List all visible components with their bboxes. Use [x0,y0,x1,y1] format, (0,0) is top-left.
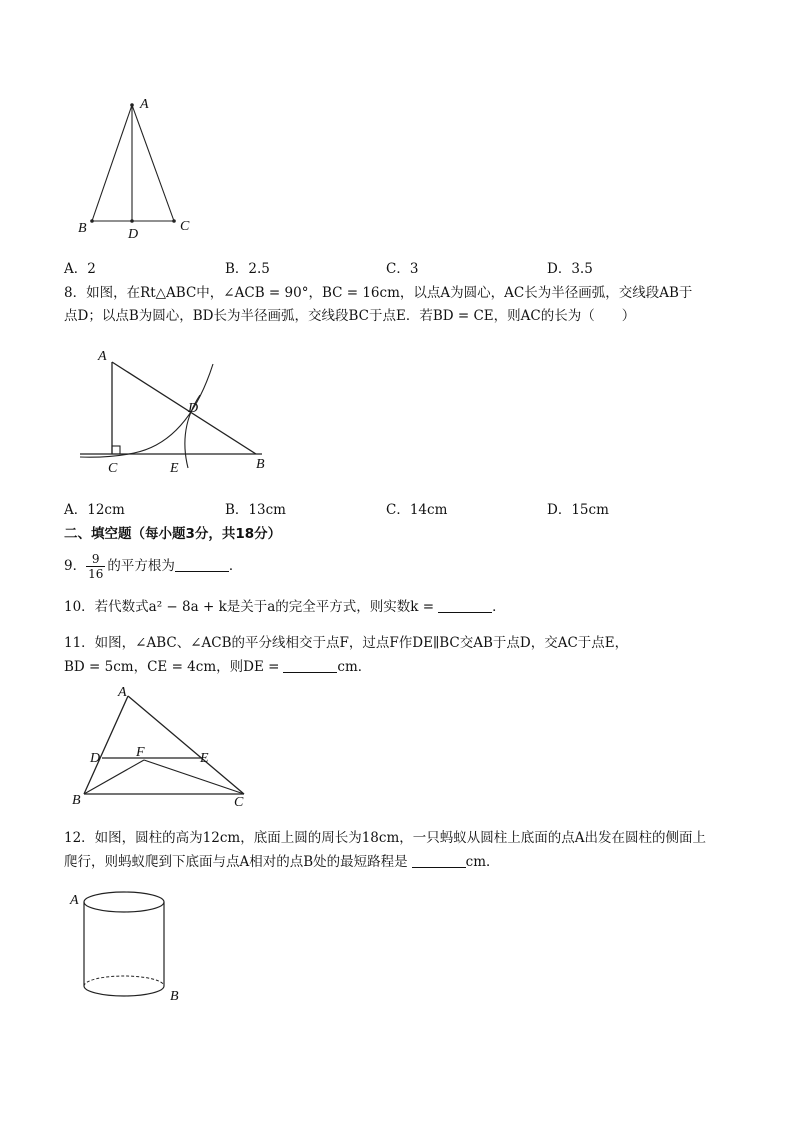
q9-answer-blank[interactable] [175,557,229,572]
q8-side-ab [112,362,256,454]
q12-cylinder-figure [64,882,194,1012]
q11-text-line1: 11．如图，∠ABC、∠ACB的平分线相交于点F，过点F作DE∥BC交AB于点D，交AC于点E， [64,635,629,651]
q12-text-line2: 爬行，则蚂蚁爬到下底面与点A相对的点B处的最短路程是 [64,854,408,870]
q9-end: ． [228,558,243,574]
q7-options [64,257,724,277]
q11-label-f: F [136,745,145,760]
q11-unit: cm． [337,659,372,675]
q8-right-angle-mark [112,446,120,454]
q9-line [64,548,242,584]
q10-line [64,597,506,617]
q11-label-a: A [118,685,127,700]
q8-text-line2: 点D；以点B为圆心，BD长为半径画弧，交线段BC于点E．若BD = CE，则AC的长为（ ） [64,308,636,324]
q7-option-c[interactable]: C．3 [386,261,419,277]
q7-point-c [172,219,176,223]
q8-label-e: E [170,461,179,476]
q8-text-line1: 8．如图，在Rt△ABC中，∠ACB = 90°，BC = 16cm，以点A为圆心，AC长为半径画弧，交线段AB于 [64,285,693,301]
q11-label-b: B [72,793,81,808]
q8-label-c: C [108,461,118,476]
q8-option-a[interactable]: A．12cm [64,502,125,518]
q12-answer-blank[interactable] [412,853,466,868]
q10-end: ． [492,599,506,615]
q7-triangle-figure [60,90,210,240]
q11-label-e: E [200,751,209,766]
q12-line2 [64,852,500,872]
q7-point-d [130,219,134,223]
q8-option-d[interactable]: D．15cm [547,502,609,518]
q8-option-c[interactable]: C．14cm [386,502,448,518]
q8-triangle-arcs-figure [70,340,280,480]
q11-label-d: D [90,751,101,766]
q8-label-b: B [256,457,265,472]
q7-label-b: B [78,221,87,236]
q11-answer-blank[interactable] [283,658,337,673]
q8-label-d: D [188,401,199,416]
q11-bisector-cf [144,760,244,794]
q7-side-ab [92,105,132,221]
q12-text-line1: 12．如图，圆柱的高为12cm，底面上圆的周长为18cm，一只蚂蚁从圆柱上底面的点A出发在圆柱的侧面上 [64,830,707,846]
q11-label-c: C [234,795,244,810]
q10-answer-blank[interactable] [438,598,492,613]
q7-label-c: C [180,219,190,234]
q11-line2 [64,657,371,677]
q11-side-ac [128,696,244,794]
q12-bottom-back-arc [84,976,164,986]
q9-number: 9． [64,558,87,574]
q12-unit: cm． [465,854,500,870]
q12-label-b: B [170,989,179,1004]
q7-side-ac [132,105,174,221]
q9-denominator: 16 [88,567,104,581]
q8-option-b[interactable]: B．13cm [225,502,286,518]
q10-text: 10．若代数式a² − 8a + k是关于a的完全平方式，则实数k = [64,599,435,615]
q12-top-ellipse [84,892,164,912]
q11-text-line2: BD = 5cm，CE = 4cm，则DE = [64,659,280,675]
q12-label-a: A [70,893,79,908]
q12-bottom-front-arc [84,986,164,996]
q9-fraction [86,552,105,581]
q7-option-d[interactable]: D．3.5 [547,261,593,277]
q11-triangle-bisector-figure [64,682,260,814]
section-title-fill-in: 二、填空题（每小题3分，共18分） [64,526,282,542]
q8-options [64,498,724,518]
q7-option-b[interactable]: B．2.5 [225,261,270,277]
q9-text: 的平方根为 [107,558,175,574]
q9-numerator: 9 [86,552,105,567]
q7-option-a[interactable]: A．2 [64,261,96,277]
q8-label-a: A [98,349,107,364]
q7-point-b [90,219,94,223]
q11-side-ab [84,696,128,794]
q7-label-a: A [140,97,149,112]
q7-point-a [130,103,134,107]
q7-label-d: D [128,227,139,240]
